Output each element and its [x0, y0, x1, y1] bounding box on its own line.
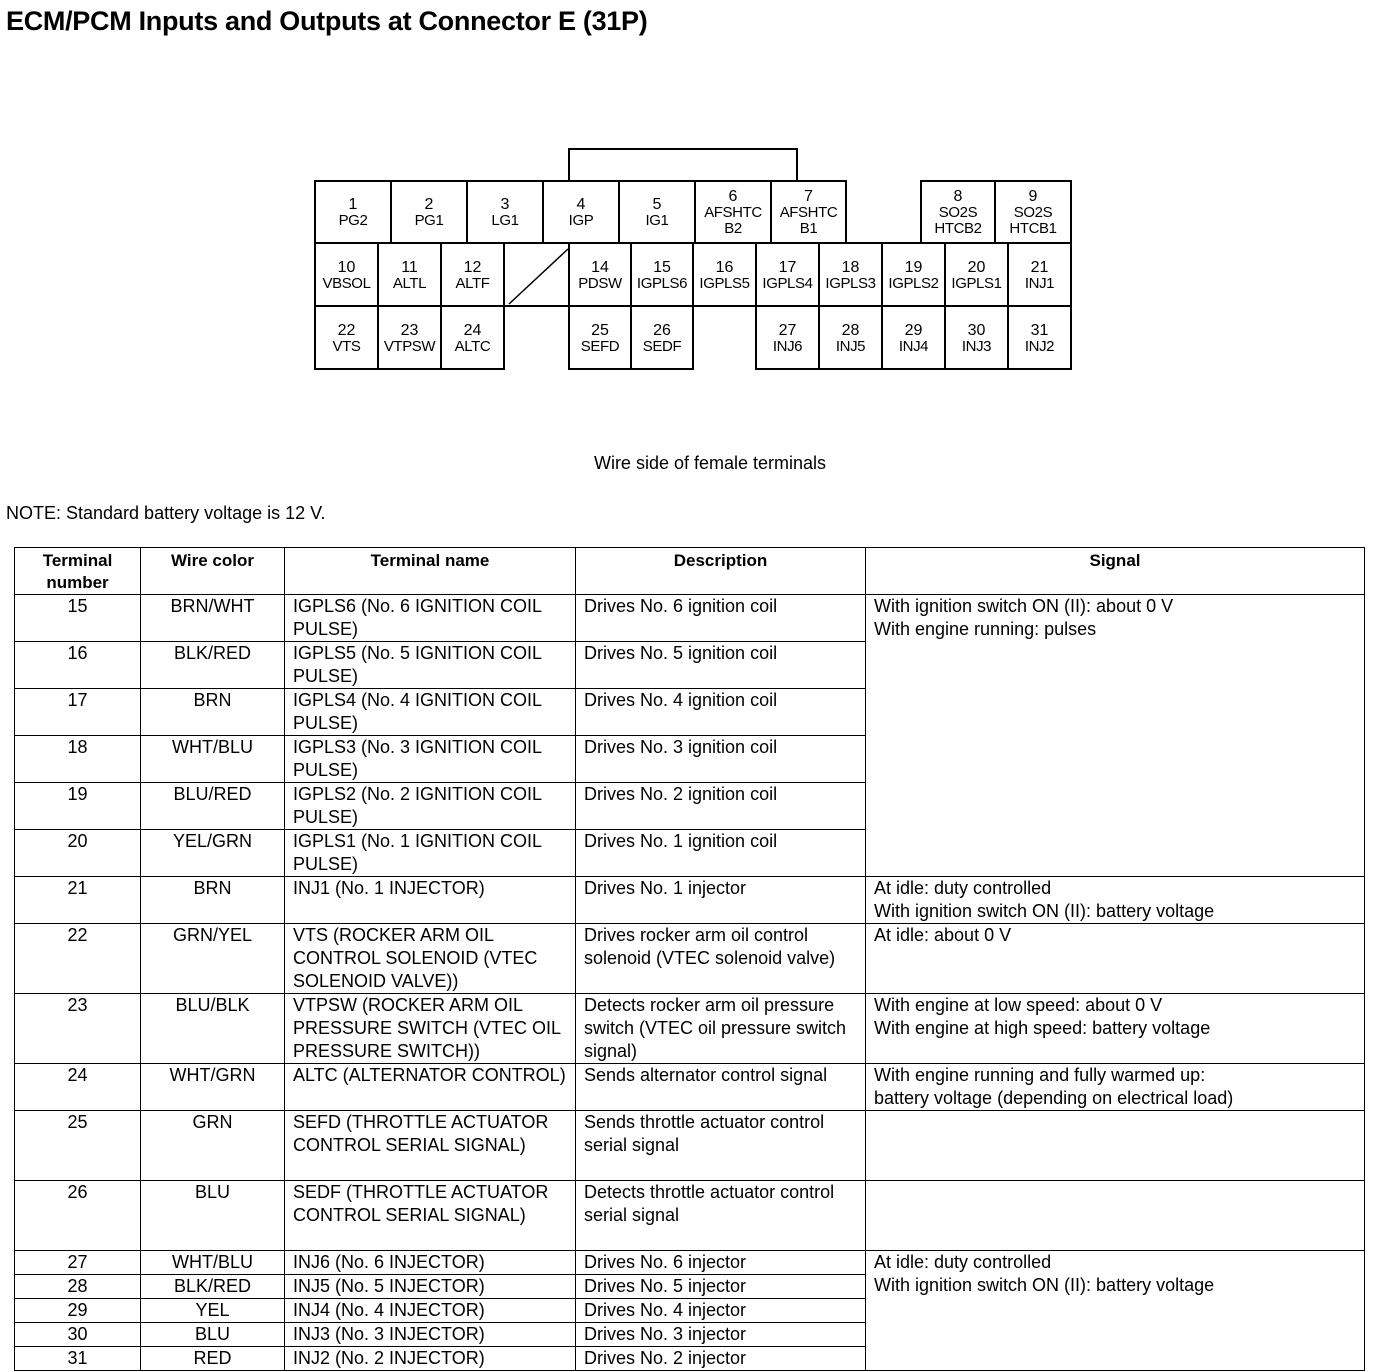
- pin-name: IG1: [645, 212, 669, 229]
- header-wire-color: Wire color: [141, 548, 285, 595]
- cell-description: Drives No. 1 injector: [576, 877, 866, 924]
- pin-name: IGPLS1: [951, 274, 1002, 292]
- diagram-caption: Wire side of female terminals: [593, 453, 827, 473]
- pin-number: 5: [652, 196, 662, 213]
- table-row: [15, 1251, 1365, 1275]
- cell-signal: [866, 595, 1365, 877]
- cell-description: Drives No. 5 injector: [576, 1275, 866, 1299]
- cell-terminal-number: 29: [15, 1299, 141, 1323]
- table-row: [15, 1064, 1365, 1111]
- pin-number: 19: [904, 258, 923, 276]
- cell-wire-color: BRN/WHT: [141, 595, 285, 642]
- cell-terminal-number: 17: [15, 689, 141, 736]
- cell-terminal-name: VTS (ROCKER ARM OIL CONTROL SOLENOID (VTEC SOLENOID VALVE)): [285, 924, 576, 994]
- cell-wire-color: WHT/BLU: [141, 1251, 285, 1275]
- connector-lock-tab: [568, 148, 798, 180]
- cell-terminal-number: 30: [15, 1323, 141, 1347]
- cell-terminal-name: INJ3 (No. 3 INJECTOR): [285, 1323, 576, 1347]
- pin-number: 4: [576, 196, 586, 213]
- cell-wire-color: YEL: [141, 1299, 285, 1323]
- pin-number: 22: [337, 321, 356, 339]
- connector-pin-12: [440, 242, 505, 307]
- cell-wire-color: BRN: [141, 689, 285, 736]
- cell-terminal-number: 24: [15, 1064, 141, 1111]
- pin-number: 29: [904, 321, 923, 339]
- pin-number: 26: [653, 321, 671, 339]
- connector-pin-6: [694, 180, 772, 244]
- pin-name: PG2: [338, 212, 368, 229]
- connector-pin-7: [770, 180, 847, 244]
- cell-terminal-name: SEDF (THROTTLE ACTUATOR CONTROL SERIAL SIGNAL): [285, 1181, 576, 1251]
- header-terminal-name: Terminal name: [285, 548, 576, 595]
- pin-name: INJ4: [898, 337, 929, 355]
- pin-number: 7: [804, 188, 813, 205]
- cell-description: Drives No. 6 injector: [576, 1251, 866, 1275]
- cell-terminal-name: SEFD (THROTTLE ACTUATOR CONTROL SERIAL SIGNAL): [285, 1111, 576, 1181]
- cell-signal-empty: [866, 1181, 1365, 1251]
- signal-line: With engine running: pulses: [874, 619, 1097, 639]
- cell-wire-color: BRN: [141, 877, 285, 924]
- unused-slash-icon: [505, 244, 570, 307]
- cell-description: Drives No. 3 ignition coil: [576, 736, 866, 783]
- connector-pin-3: [466, 180, 544, 244]
- cell-terminal-name: IGPLS6 (No. 6 IGNITION COIL PULSE): [285, 595, 576, 642]
- pin-name: INJ2: [1024, 337, 1055, 355]
- pin-number: 16: [715, 258, 734, 276]
- connector-pin-14: [568, 242, 632, 307]
- connector-pin-10: [314, 242, 379, 307]
- cell-terminal-name: INJ1 (No. 1 INJECTOR): [285, 877, 576, 924]
- pin-name: AFSHTC: [779, 204, 838, 221]
- cell-signal-empty: [866, 1111, 1365, 1181]
- io-table: [14, 547, 1365, 1371]
- pin-name: SEFD: [580, 337, 620, 355]
- cell-description: Drives No. 2 ignition coil: [576, 783, 866, 830]
- pin-name: IGPLS3: [825, 274, 876, 292]
- cell-terminal-number: 20: [15, 830, 141, 877]
- cell-signal: [866, 1251, 1365, 1371]
- pin-name: VTPSW: [383, 337, 436, 355]
- pin-number: 11: [401, 258, 418, 276]
- pin-number: 24: [463, 321, 482, 339]
- header-terminal-number: Terminal number: [15, 548, 141, 595]
- connector-pin-31: [1007, 305, 1072, 370]
- table-row: [15, 924, 1365, 994]
- cell-terminal-number: 25: [15, 1111, 141, 1181]
- cell-signal: [866, 1064, 1365, 1111]
- connector-pin-21: [1007, 242, 1072, 307]
- pin-number: 8: [953, 188, 963, 205]
- signal-line: battery voltage (depending on electrical load): [874, 1088, 1234, 1108]
- pin-number: 6: [728, 188, 738, 205]
- cell-terminal-name: INJ5 (No. 5 INJECTOR): [285, 1275, 576, 1299]
- cell-terminal-name: ALTC (ALTERNATOR CONTROL): [285, 1064, 576, 1111]
- pin-name-line2: B2: [724, 220, 742, 237]
- cell-description: Sends alternator control signal: [576, 1064, 866, 1111]
- cell-terminal-number: 27: [15, 1251, 141, 1275]
- connector-pin-22: [314, 305, 379, 370]
- connector-pin-13-unused: [503, 242, 570, 307]
- pin-number: 18: [841, 258, 860, 276]
- connector-pin-26: [630, 305, 694, 370]
- signal-line: At idle: duty controlled: [874, 878, 1052, 898]
- pin-number: 31: [1030, 321, 1049, 339]
- header-description: Description: [576, 548, 866, 595]
- cell-terminal-name: INJ2 (No. 2 INJECTOR): [285, 1347, 576, 1371]
- pin-name: IGPLS4: [762, 274, 813, 292]
- connector-pin-19: [881, 242, 946, 307]
- pin-name: INJ6: [772, 337, 803, 355]
- pin-name: ALTF: [455, 274, 490, 292]
- table-row: [15, 1181, 1365, 1251]
- table-row: [15, 994, 1365, 1064]
- cell-terminal-name: VTPSW (ROCKER ARM OIL PRESSURE SWITCH (VTEC OIL PRESSURE SWITCH)): [285, 994, 576, 1064]
- cell-description: Drives No. 2 injector: [576, 1347, 866, 1371]
- cell-description: Detects rocker arm oil pressure switch (VTEC oil pressure switch signal): [576, 994, 866, 1064]
- pin-number: 15: [653, 258, 671, 276]
- pin-number: 3: [500, 196, 510, 213]
- cell-terminal-name: IGPLS3 (No. 3 IGNITION COIL PULSE): [285, 736, 576, 783]
- signal-line: With ignition switch ON (II): about 0 V: [874, 596, 1174, 616]
- cell-wire-color: BLU: [141, 1181, 285, 1251]
- cell-wire-color: BLU/RED: [141, 783, 285, 830]
- cell-wire-color: BLU: [141, 1323, 285, 1347]
- connector-pin-9: [994, 180, 1072, 244]
- connector-pin-24: [440, 305, 505, 370]
- pin-number: 1: [348, 196, 358, 213]
- connector-pin-23: [377, 305, 442, 370]
- cell-terminal-name: INJ6 (No. 6 INJECTOR): [285, 1251, 576, 1275]
- pin-name: LG1: [491, 212, 519, 229]
- cell-description: Drives rocker arm oil control solenoid (VTEC solenoid valve): [576, 924, 866, 994]
- cell-terminal-name: IGPLS2 (No. 2 IGNITION COIL PULSE): [285, 783, 576, 830]
- signal-line: With ignition switch ON (II): battery voltage: [874, 901, 1215, 921]
- connector-pin-8: [920, 180, 996, 244]
- pin-name: PG1: [414, 212, 444, 229]
- header-signal: Signal: [866, 548, 1365, 595]
- pin-name: INJ1: [1024, 274, 1055, 292]
- pin-name: INJ5: [835, 337, 866, 355]
- signal-line: With ignition switch ON (II): battery voltage: [874, 1275, 1215, 1295]
- cell-terminal-number: 28: [15, 1275, 141, 1299]
- pin-name: ALTC: [454, 337, 491, 355]
- cell-terminal-name: IGPLS4 (No. 4 IGNITION COIL PULSE): [285, 689, 576, 736]
- cell-wire-color: BLK/RED: [141, 1275, 285, 1299]
- cell-wire-color: RED: [141, 1347, 285, 1371]
- pin-name: PDSW: [578, 274, 622, 292]
- cell-terminal-number: 16: [15, 642, 141, 689]
- connector-pin-16: [692, 242, 757, 307]
- pin-name-line2: HTCB2: [934, 220, 982, 237]
- pin-number: 30: [967, 321, 986, 339]
- pin-number: 20: [967, 258, 986, 276]
- cell-wire-color: GRN: [141, 1111, 285, 1181]
- connector-pin-5: [618, 180, 696, 244]
- cell-terminal-number: 22: [15, 924, 141, 994]
- pin-number: 2: [424, 196, 434, 213]
- cell-description: Drives No. 1 ignition coil: [576, 830, 866, 877]
- cell-description: Detects throttle actuator control serial signal: [576, 1181, 866, 1251]
- signal-line: At idle: duty controlled: [874, 1252, 1052, 1272]
- table-row: [15, 877, 1365, 924]
- connector-pin-4: [542, 180, 620, 244]
- cell-wire-color: WHT/BLU: [141, 736, 285, 783]
- connector-pin-11: [377, 242, 442, 307]
- pin-number: 17: [778, 258, 797, 276]
- cell-terminal-number: 21: [15, 877, 141, 924]
- connector-pin-30: [944, 305, 1009, 370]
- cell-description: Drives No. 4 ignition coil: [576, 689, 866, 736]
- cell-description: Drives No. 5 ignition coil: [576, 642, 866, 689]
- signal-line: With engine at low speed: about 0 V: [874, 995, 1163, 1015]
- connector-pin-2: [390, 180, 468, 244]
- connector-pin-27: [755, 305, 820, 370]
- cell-description: Sends throttle actuator control serial signal: [576, 1111, 866, 1181]
- connector-pin-28: [818, 305, 883, 370]
- cell-description: Drives No. 3 injector: [576, 1323, 866, 1347]
- pin-name: IGPLS2: [888, 274, 939, 292]
- pin-name: IGPLS6: [636, 274, 688, 292]
- table-row: [15, 1111, 1365, 1181]
- cell-wire-color: WHT/GRN: [141, 1064, 285, 1111]
- connector-pin-1: [314, 180, 392, 244]
- battery-voltage-note: NOTE: Standard battery voltage is 12 V.: [6, 503, 326, 523]
- pin-name: VTS: [332, 337, 361, 355]
- connector-pin-20: [944, 242, 1009, 307]
- cell-terminal-number: 19: [15, 783, 141, 830]
- cell-terminal-number: 31: [15, 1347, 141, 1371]
- connector-pin-15: [630, 242, 694, 307]
- pin-number: 9: [1028, 188, 1038, 205]
- pin-name: VBSOL: [322, 274, 371, 292]
- pin-name-line2: B1: [799, 220, 818, 237]
- pin-number: 28: [841, 321, 860, 339]
- pin-number: 21: [1030, 258, 1049, 276]
- table-header-row: [15, 548, 1365, 595]
- pin-name: SEDF: [642, 337, 682, 355]
- cell-wire-color: BLU/BLK: [141, 994, 285, 1064]
- pin-number: 25: [591, 321, 609, 339]
- pin-name-line2: HTCB1: [1009, 220, 1057, 237]
- signal-line: With engine at high speed: battery voltage: [874, 1018, 1211, 1038]
- pin-name: SO2S: [938, 204, 978, 221]
- cell-terminal-name: IGPLS5 (No. 5 IGNITION COIL PULSE): [285, 642, 576, 689]
- cell-terminal-name: INJ4 (No. 4 INJECTOR): [285, 1299, 576, 1323]
- connector-pin-29: [881, 305, 946, 370]
- signal-line: At idle: about 0 V: [874, 925, 1012, 945]
- pin-name: IGPLS5: [699, 274, 750, 292]
- cell-wire-color: YEL/GRN: [141, 830, 285, 877]
- connector-pin-25: [568, 305, 632, 370]
- table-row: [15, 595, 1365, 642]
- pin-name: AFSHTC: [704, 204, 762, 221]
- cell-terminal-name: IGPLS1 (No. 1 IGNITION COIL PULSE): [285, 830, 576, 877]
- signal-line: With engine running and fully warmed up:: [874, 1065, 1206, 1085]
- connector-pin-18: [818, 242, 883, 307]
- cell-terminal-number: 15: [15, 595, 141, 642]
- cell-terminal-number: 18: [15, 736, 141, 783]
- pin-number: 14: [591, 258, 609, 276]
- cell-wire-color: GRN/YEL: [141, 924, 285, 994]
- cell-terminal-number: 26: [15, 1181, 141, 1251]
- cell-description: Drives No. 4 injector: [576, 1299, 866, 1323]
- cell-signal: [866, 924, 1365, 994]
- cell-signal: [866, 877, 1365, 924]
- pin-name: IGP: [568, 212, 594, 229]
- pin-name: SO2S: [1013, 204, 1053, 221]
- pin-number: 23: [400, 321, 419, 339]
- cell-signal: [866, 994, 1365, 1064]
- pin-number: 27: [778, 321, 797, 339]
- connector-pin-17: [755, 242, 820, 307]
- cell-wire-color: BLK/RED: [141, 642, 285, 689]
- cell-description: Drives No. 6 ignition coil: [576, 595, 866, 642]
- pin-number: 10: [337, 258, 356, 276]
- page-title: ECM/PCM Inputs and Outputs at Connector E (31P): [6, 6, 648, 36]
- pin-number: 12: [463, 258, 482, 276]
- pin-name: INJ3: [961, 337, 992, 355]
- cell-terminal-number: 23: [15, 994, 141, 1064]
- pin-name: ALTL: [392, 274, 427, 292]
